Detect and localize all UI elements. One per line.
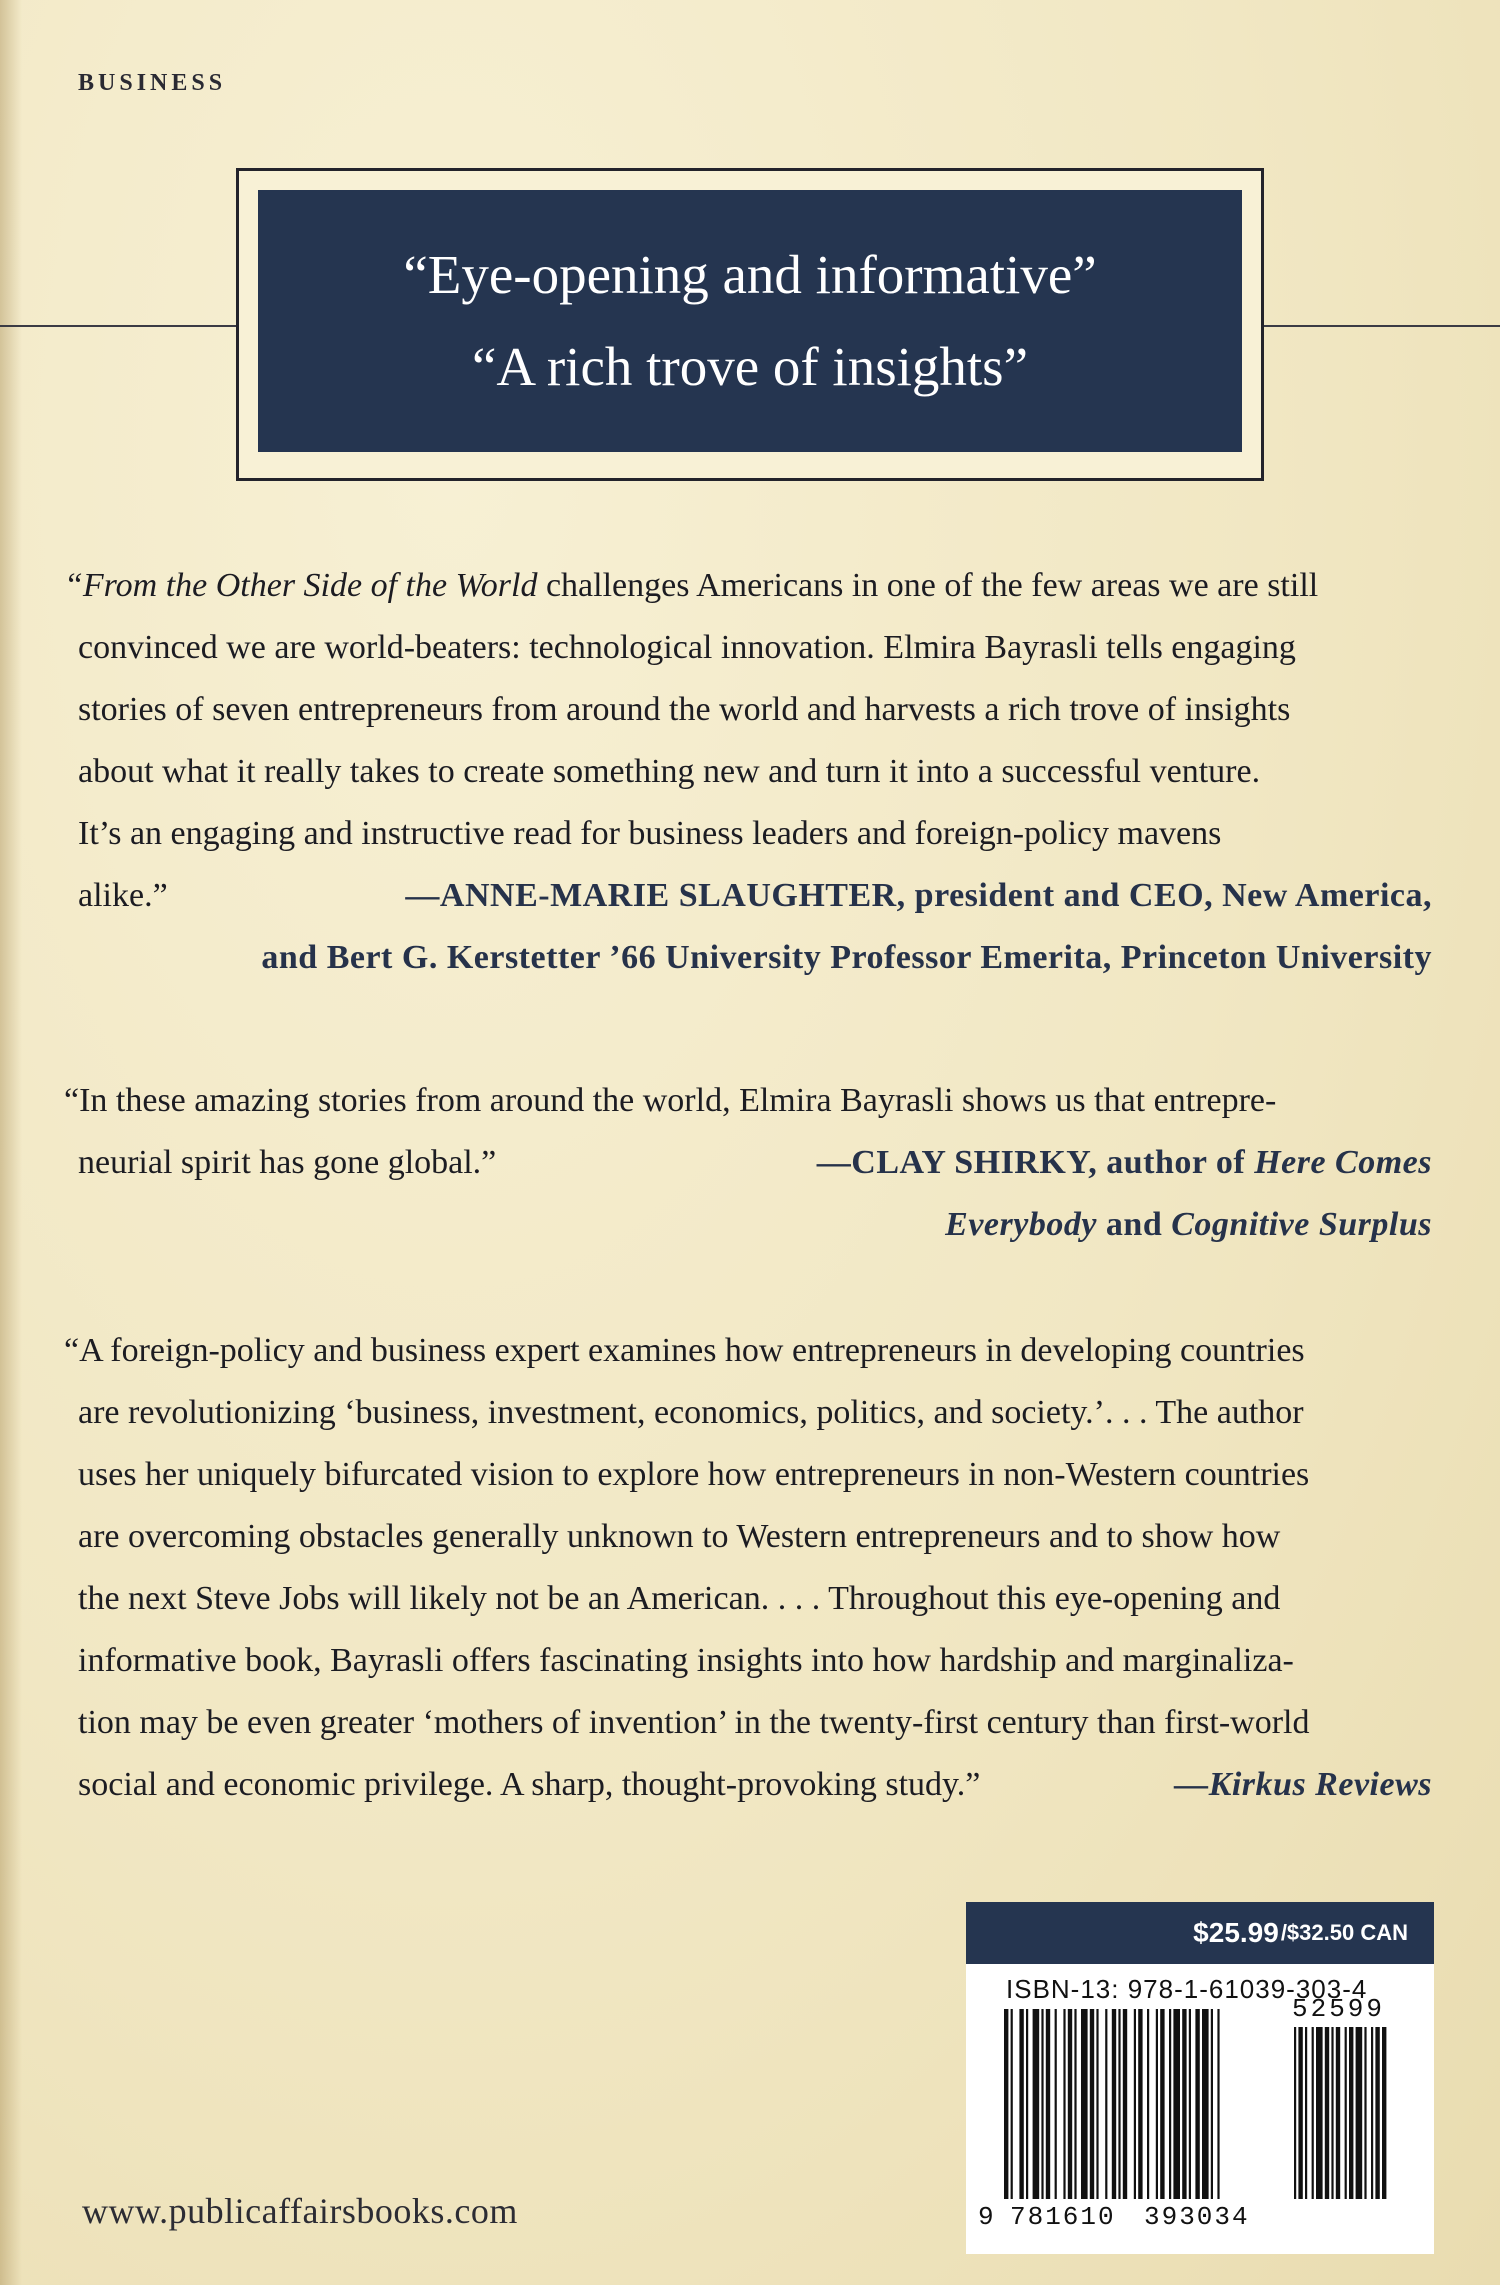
addon-bar [1336,2027,1340,2199]
quote-slaughter [64,555,1432,989]
quote-attribution: —Kirkus Reviews [1174,1766,1432,1803]
barcode-bar [1074,2009,1076,2199]
barcode-bar [1169,2009,1171,2199]
price-box [966,1902,1434,1964]
barcode-bar [1004,2009,1008,2199]
barcode-bar [1112,2009,1116,2199]
barcode-bar [1090,2009,1094,2199]
barcode-bar [1134,2009,1136,2199]
banner-line-2: “A rich trove of insights” [472,336,1028,397]
addon-bar [1316,2027,1323,2199]
barcode-digit-lead: 9 [978,2202,996,2232]
price-can: /$32.50 CAN [1280,1920,1408,1945]
addon-bar [1294,2027,1296,2199]
praise-banner [258,190,1242,452]
addon-bar [1298,2027,1302,2199]
barcode-bar [1173,2009,1180,2199]
addon-bar [1375,2027,1379,2199]
spine-shadow [0,0,22,2285]
barcode-digits-2: 393034 [1144,2202,1250,2232]
quote-line: tion may be even greater ‘mothers of invention’ in the twenty-first century than first-world [78,1704,1310,1741]
quote-line: convinced we are world-beaters: technological innovation. Elmira Bayrasli tells engaging [78,629,1296,666]
barcode-bar [1138,2009,1142,2199]
quote-line: “From the Other Side of the World challenges Americans in one of the few areas we are still [64,567,1319,604]
barcode-bar [1217,2009,1219,2199]
quote-line: social and economic privilege. A sharp, thought-provoking study.” —Kirkus Reviews [78,1754,1432,1816]
barcode-bar [1195,2009,1199,2199]
addon-bar [1349,2027,1353,2199]
quote-line: about what it really takes to create something new and turn it into a successful venture. [78,753,1261,790]
quote-line: informative book, Bayrasli offers fascinating insights into how hardship and marginaliza- [78,1642,1294,1679]
barcode-bar [1011,2009,1013,2199]
addon-bar [1305,2027,1307,2199]
addon-bar [1364,2027,1366,2199]
barcode-bar [1081,2009,1088,2199]
price-us: $25.99 [1193,1917,1279,1948]
rule-right [1264,325,1500,327]
barcode-bar [1105,2009,1107,2199]
barcode-digits-1: 781610 [1010,2202,1116,2232]
barcode-bar [1033,2009,1040,2199]
banner-line-1: “Eye-opening and informative” [403,244,1097,305]
quote-line: are overcoming obstacles generally unknown to Western entrepreneurs and to show how [78,1518,1281,1555]
quote-kirkus [64,1320,1432,1816]
quote-line: stories of seven entrepreneurs from around the world and harvests a rich trove of insights [78,691,1291,728]
barcode-box [966,1964,1434,2254]
barcode-bar [1096,2009,1098,2199]
barcode-bar [1063,2009,1065,2199]
barcode-bars [976,2009,1416,2209]
barcode-bar [1160,2009,1164,2199]
quote-attribution-cont: Everybody and Cognitive Surplus [945,1206,1432,1243]
barcode-bar [1046,2009,1050,2199]
quote-line: “A foreign-policy and business expert examines how entrepreneurs in developing countries [64,1332,1305,1369]
addon-digits: 52599 [1292,1994,1386,2024]
barcode-bar [1055,2009,1057,2199]
barcode-bar [1068,2009,1072,2199]
addon-bar [1331,2027,1333,2199]
barcode-bar [1041,2009,1043,2199]
addon-bar [1356,2027,1363,2199]
rule-left [0,325,236,327]
barcode-bar [1019,2009,1023,2199]
publisher-website[interactable]: www.publicaffairsbooks.com [82,2191,518,2231]
barcode-bar [1147,2009,1149,2199]
barcode-bar [1118,2009,1120,2199]
quote-attribution-cont: and Bert G. Kerstetter ’66 University Professor Emerita, Princeton University [261,939,1432,976]
quote-line: It’s an engaging and instructive read for business leaders and foreign-policy mavens [78,815,1222,852]
barcode-bar [1182,2009,1186,2199]
category-label: BUSINESS [78,70,227,96]
barcode-bar [1156,2009,1158,2199]
quote-line: neurial spirit has gone global.” —CLAY SHIRKY, author of Here Comes [78,1132,1432,1194]
addon-bar [1371,2027,1373,2199]
addon-bar [1345,2027,1347,2199]
addon-bar [1312,2027,1314,2199]
addon-bar [1325,2027,1329,2199]
barcode-bar [1189,2009,1191,2199]
book-title: “From the Other Side of the World [64,567,538,604]
isbn-label: ISBN-13: 978-1-61039-303-4 [1006,1974,1368,2004]
quote-shirky [64,1070,1432,1256]
quote-line: “In these amazing stories from around the world, Elmira Bayrasli shows us that entrepre- [64,1082,1277,1119]
quote-line: are revolutionizing ‘business, investment, economics, politics, and society.’. . . The author [78,1394,1304,1431]
barcode-bar [1026,2009,1028,2199]
quote-line: uses her uniquely bifurcated vision to explore how entrepreneurs in non-Western countries [78,1456,1310,1493]
quote-line: the next Steve Jobs will likely not be an American. . . . Throughout this eye-opening and [78,1580,1281,1617]
quote-attribution: —ANNE-MARIE SLAUGHTER, president and CEO, New America, [405,877,1432,914]
barcode-bar [1123,2009,1127,2199]
barcode-bar [1211,2009,1213,2199]
quote-line: alike.” —ANNE-MARIE SLAUGHTER, president and CEO, New America, [78,865,1432,927]
quote-attribution: —CLAY SHIRKY, author of Here Comes [816,1144,1432,1181]
addon-bar [1382,2027,1386,2199]
barcode-bar [1202,2009,1209,2199]
